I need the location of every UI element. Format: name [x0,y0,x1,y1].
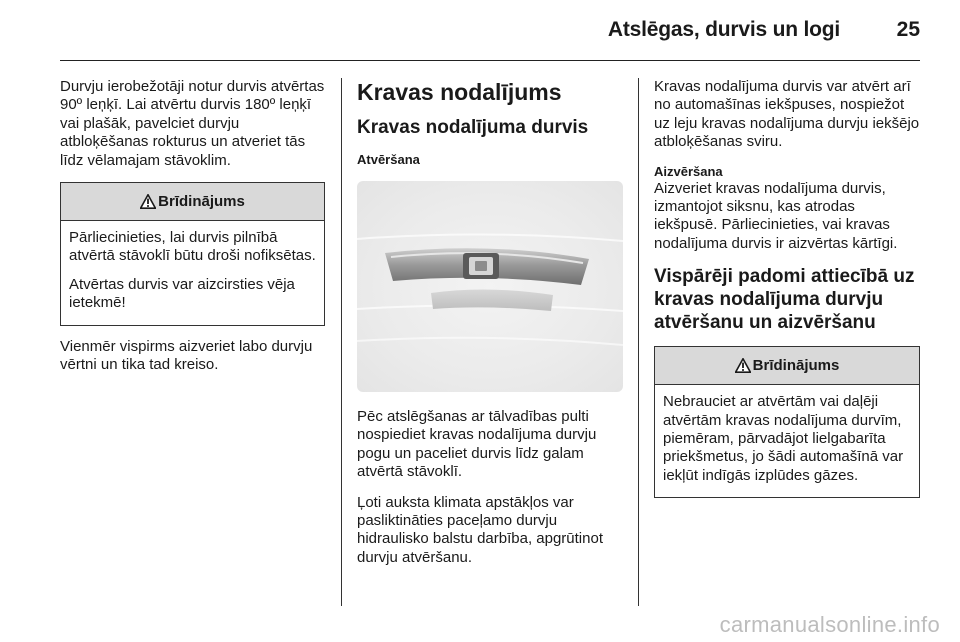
column-1 [60,78,325,386]
warning-triangle-icon [140,194,156,209]
page-header-title: Atslēgas, durvis un logi [607,18,840,41]
closing-instruction: Vienmēr vispirms aizveriet labo durvju vērtni un tika tad kreiso. [60,337,313,374]
warning-body [61,221,324,325]
warning-label: Brīdinājums [158,193,245,211]
section-title: Kravas nodalījums [357,79,562,105]
warning-text-3: Nebrauciet ar atvērtām vai daļēji atvērtām kravas nodalījuma durvīm, piemēram, pārvadājot lielgabarīta priekšmetus, jo šādi automašīnā var iekļūt indīgās izplūdes gāzes. [663,393,904,484]
general-tips-title: Vispārēji padomi attiecībā uz kravas nodalījuma durvju atvēršanu un aizvēršanu [654,266,915,334]
column-divider-right [638,78,639,606]
tailgate-button-illustration [357,181,623,392]
intro-paragraph: Durvju ierobežotāji notur durvis atvērtas 90º leņķī. Lai atvērtu durvis 180º leņķī vai plašāk, pavelciet durvju atbloķēšanas rokturus un atveriet tās līdz vēlamajam stāvoklim. [60,78,325,169]
warning-box [60,182,325,326]
column-divider-left [341,78,342,606]
warning-header [61,183,324,221]
cold-climate-paragraph: Ļoti auksta klimata apstākļos var pasliktināties paceļamo durvju hidraulisko balstu darbība, apgrūtinot durvju atvēršanu. [357,493,603,566]
warning-box-2 [654,346,920,498]
inside-opening-paragraph: Kravas nodalījuma durvis var atvērt arī no automašīnas iekšpuses, nospiežot uz leju kravas nodalījuma durvju iekšējo atbloķēšanas sviru. [654,78,920,151]
warning-text-2: Atvērtas durvis var aizcirsties vēja ietekmē! [69,275,295,312]
opening-paragraph: Pēc atslēgšanas ar tālvadības pulti nospiediet kravas nodalījuma durvju pogu un paceliet durvis līdz galam atvērtā stāvoklī. [357,408,597,481]
tailgate-handle-image [357,181,623,392]
subsection-title: Kravas nodalījuma durvis [357,117,589,138]
closing-paragraph: Aizveriet kravas nodalījuma durvis, izmantojot siksnu, kas atrodas iekšpusē. Pārliecinieties, vai kravas nodalījuma durvis ir aizvērtas kārtīgi. [654,179,898,252]
warning-header-2 [655,347,919,385]
warning-body-2 [655,385,919,497]
heading-opening: Atvēršana [357,152,420,167]
warning-triangle-icon [735,358,751,373]
page-number: 25 [896,18,920,41]
watermark: carmanualsonline.info [719,612,940,637]
heading-closing: Aizvēršana [654,163,723,179]
warning-text-1: Pārliecinieties, lai durvis pilnībā atvērtā stāvoklī būtu droši nofiksētas. [69,229,316,265]
header-rule [60,60,920,61]
column-2 [357,78,625,579]
warning-label-2: Brīdinājums [752,357,840,375]
column-3 [654,78,920,510]
